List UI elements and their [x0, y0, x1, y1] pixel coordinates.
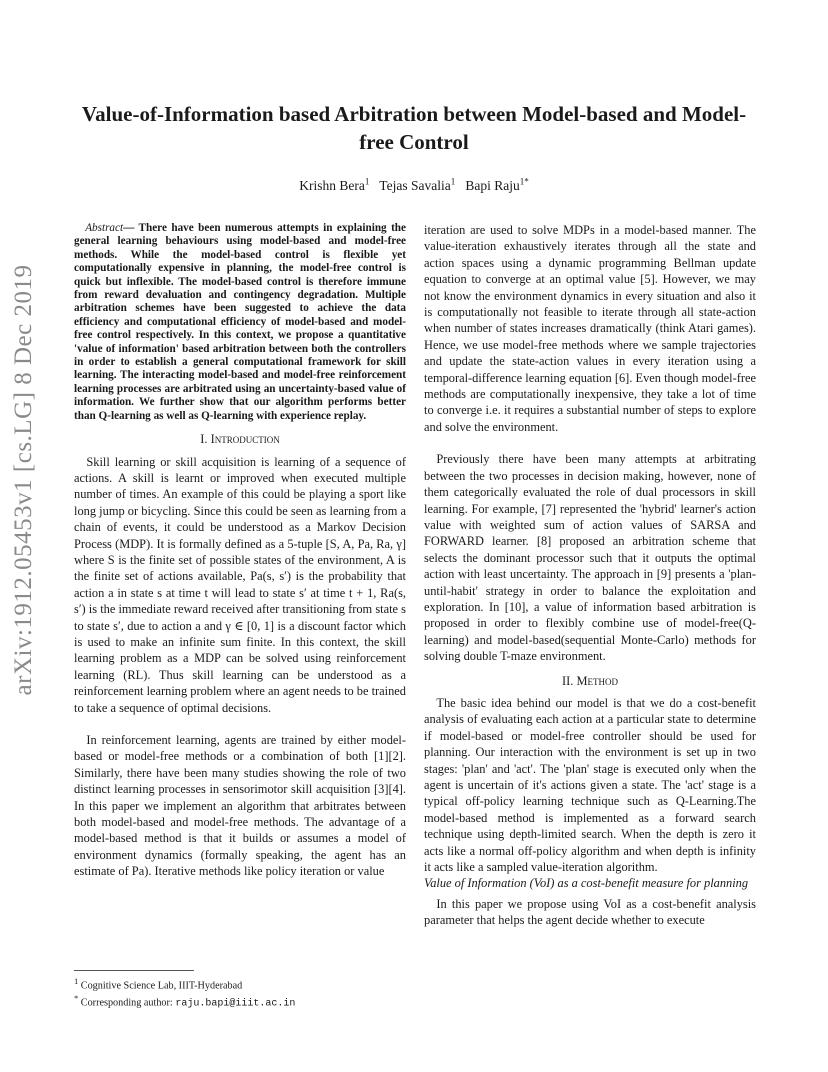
voi-paragraph-1: In this paper we propose using VoI as a cost-benefit analysis parameter that helps the agent decide whether to execute — [424, 896, 756, 928]
footnote-1: $^1$ Cognitive Science Lab, IIIT-Hyderabad — [74, 976, 243, 992]
author-list — [80, 176, 748, 194]
intro-paragraph-2: In reinforcement learning, agents are trained by either model-based or model-free methods or a combination of both [1][2]. Similarly, there have been many studies showing the role of two distinct learning processes in sensorimotor skill acquisition [3][4]. In this paper we implement an algorithm that arbitrates between both model-based and model-free methods. The advantage of a model-based method is that it builds or assumes a model of environment dynamics (formally speaking, the agent has an estimate of Pa). Iterative methods like policy iteration or value — [74, 733, 406, 879]
author-2: Tejas Savalia$^1$ — [379, 176, 456, 193]
author-3: Bapi Raju$^{1*}$ — [465, 176, 529, 193]
author-1: Krishn Bera$^1$ — [299, 176, 370, 193]
left-column — [74, 222, 406, 880]
abstract-lead: Abstract — [85, 222, 124, 234]
intro-paragraph-3: iteration are used to solve MDPs in a model-based manner. The value-iteration exhaustively iterates through all the state and action spaces using a dynamic programming Bellman update equation to converge at an optimal value [5]. However, we may not know the environment dynamics in every situation and also it is computationally not feasible to iterate through all state-action when number of states increases dramatically (think Atari games). Hence, we use model-free methods where we sample trajectories and update the state-action values in every iteration using a temporal-difference learning equation [6]. Even though model-free methods are computationally inexpensive, they take a lot of time to converge i.e. it requires a substantial number of steps to explore and solve the environment. — [424, 223, 756, 434]
abstract — [74, 222, 406, 423]
subsection-heading-voi: Value of Information (VoI) as a cost-benefit measure for planning — [424, 876, 749, 891]
paper-title: Value-of-Information based Arbitration between Model-based and Model-free Control — [81, 102, 747, 154]
section-heading-introduction: I. Introduction — [200, 432, 280, 447]
footnotes — [74, 970, 406, 1011]
arxiv-identifier — [8, 264, 40, 696]
intro-paragraph-4: Previously there have been many attempts at arbitrating between the two processes in decision making, however, none of them categorically evaluated the role of dual processors in skill learning. For example, [7] represented the 'hybrid' learner's action value with weighted sum of action values of SARSA and FORWARD learner. [8] proposed an arbitration scheme that selects the dominant processor such that it outputs the optimal action with least uncertainty. The approach in [9] presents a 'plan-until-habit' strategy in order to balance the exploitation and exploration. In [10], a value of information based arbitration is proposed in order to flexibly combine use of model-free(Q-learning) and model-based(sequential Monte-Carlo) methods for solving double T-maze environment. — [424, 452, 756, 664]
author-email-link[interactable]: raju.bapi@iiit.ac.in — [175, 998, 296, 1010]
arxiv-id-text: arXiv:1912.05453v1 [cs.LG] 8 Dec 2019 — [10, 264, 37, 696]
section-heading-method: II. Method — [562, 673, 618, 688]
method-paragraph-1: The basic idea behind our model is that we do a cost-benefit analysis of evaluating each action at a particular state to determine if model-based or model-free controller should be used for planning. Our interaction with the environment is set up in two stages: 'plan' and 'act'. The 'plan' stage is executed only when the agent is uncertain of it's actions given a state. The 'act' stage is a typical off-policy learning technique such as Q-Learning.The model-based method is implemented as a forward search technique using depth-limited search. When the depth is zero it acts like a normal off-policy algorithm and when depth is infinity it acts like a sampled value-iteration algorithm. — [424, 695, 756, 875]
intro-paragraph-1: Skill learning or skill acquisition is learning of a sequence of actions. A skill is learnt or improved when executed multiple number of times. An example of this could be playing a sport like long jump or bicycling. Since this could be seen as learning from a chain of events, it could be understood as a Markov Decision Process (MDP). It is formally defined as a 5-tuple [S, A, Pa, Ra, γ] where S is the finite set of possible states of the environment, A is the finite set of actions available, Pa(s, s′) is the probability that action a in state s at time t will lead to state s′ at time t + 1, Ra(s, s′) is the immediate reward received after transitioning from state s to state s′, due to action a and γ ∈ [0, 1] is a discount factor which is used to make an infinite sum finite. In this context, the skill learning problem as a MDP can be solved using reinforcement learning (RL). Thus skill learning can be understood as a reinforcement learning problem where an agent needs to be trained to take a sequence of optimal decisions. — [74, 454, 406, 715]
abstract-text: — There have been numerous attempts in explaining the general learning behaviours using model-based and model-free methods. While the model-based control is flexible yet computationally expensive in planning, the model-free control is quick but inflexible. The model-based control is therefore immune from reward devaluation and contingency degradation. Multiple arbitration schemes have been suggested to achieve the data efficiency and computational efficiency of model-based and model-free control respectively. In this context, we propose a quantitative 'value of information' based arbitration between both the controllers in order to establish a general computational framework for skill learning. The interacting model-based and model-free reinforcement learning processes are arbitrated using an uncertainty-based value of information. We further show that our algorithm performs better than Q-learning as well as Q-learning with experience replay. — [74, 222, 406, 422]
footnote-2: * Corresponding author: raju.bapi@iiit.ac.in — [74, 993, 296, 1010]
footnote-rule — [74, 970, 194, 971]
right-column — [424, 222, 756, 929]
